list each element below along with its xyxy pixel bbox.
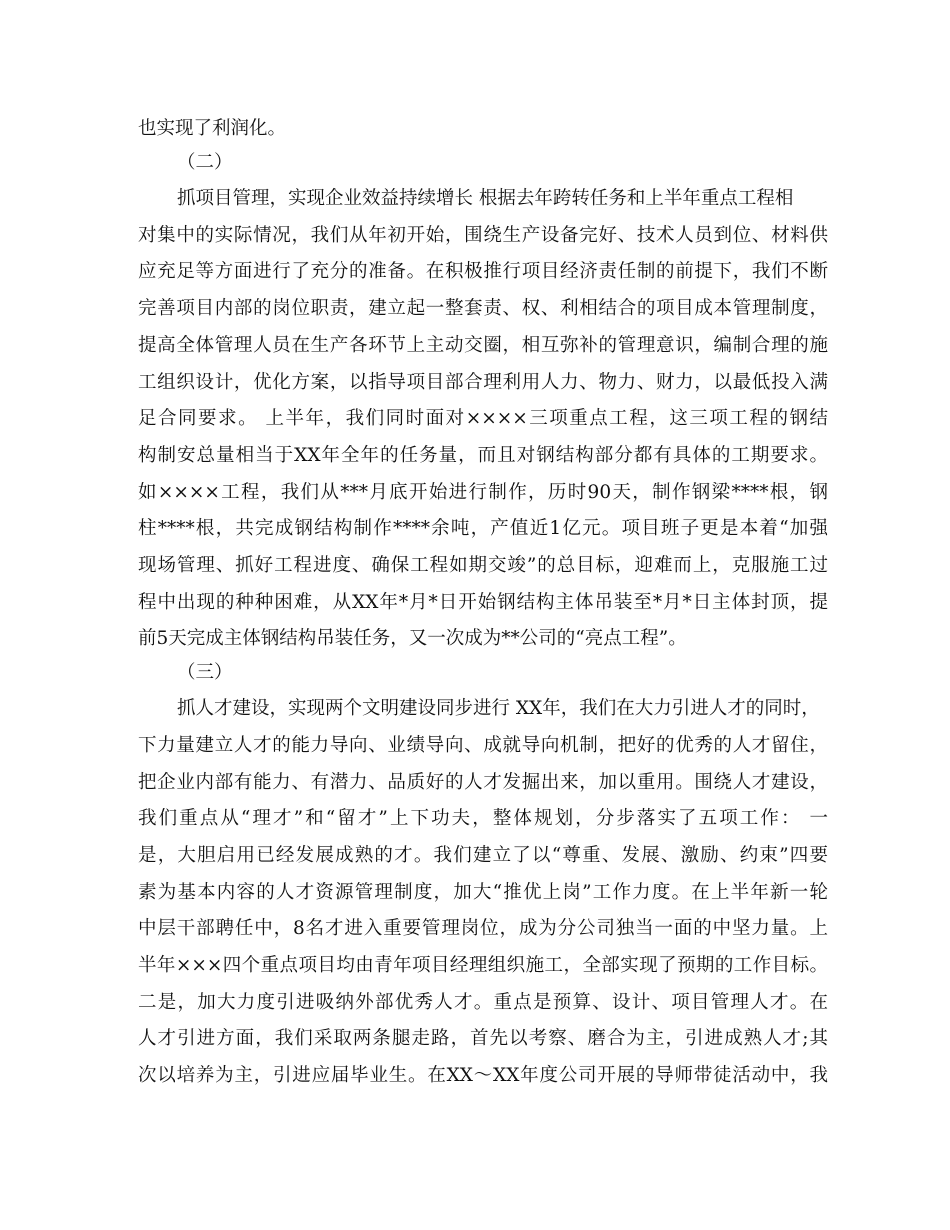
text-line: 程中出现的种种困难，从XX年*月*日开始钢结构主体吊装至*月*日主体封顶，提 [138, 592, 828, 613]
text-line: 也实现了利润化。 [138, 118, 287, 139]
text-line: 工组织设计，优化方案，以指导项目部合理利用人力、物力、财力，以最低投入满 [138, 372, 828, 393]
text-line: 人才引进方面，我们采取两条腿走路，首先以考察、磨合为主，引进成熟人才;其 [138, 1028, 828, 1049]
text-line: 完善项目内部的岗位职责，建立起一整套责、权、利相结合的项目成本管理制度， [138, 298, 828, 319]
text-line: 柱****根，共完成钢结构制作****余吨，产值近1亿元。项目班子更是本着“加强 [138, 518, 828, 539]
text-line: 半年×××四个重点项目均由青年项目经理组织施工，全部实现了预期的工作目标。 [138, 955, 828, 976]
text-line: 对集中的实际情况，我们从年初开始，围绕生产设备完好、技术人员到位、材料供 [138, 225, 828, 246]
paragraph-first-line: 抓人才建设，实现两个文明建设同步进行 XX年，我们在大力引进人才的同时， [177, 698, 820, 719]
text-line: 足合同要求。 上半年，我们同时面对××××三项重点工程，这三项工程的钢结 [138, 408, 828, 429]
paragraph-first-line: 抓项目管理，实现企业效益持续增长 根据去年跨转任务和上半年重点工程相 [177, 188, 794, 209]
text-line: 中层干部聘任中，8名才进入重要管理岗位，成为分公司独当一面的中坚力量。上 [138, 918, 828, 939]
text-line: 次以培养为主，引进应届毕业生。在XX～XX年度公司开展的导师带徒活动中，我 [138, 1065, 828, 1086]
text-line: 提高全体管理人员在生产各环节上主动交圈，相互弥补的管理意识，编制合理的施 [138, 335, 828, 356]
text-line: 素为基本内容的人才资源管理制度，加大“推优上岗”工作力度。在上半年新一轮 [138, 882, 828, 903]
section-heading: （二） [177, 152, 233, 173]
text-line: 二是，加大力度引进吸纳外部优秀人才。重点是预算、设计、项目管理人才。在 [138, 992, 828, 1013]
text-line: 是，大胆启用已经发展成熟的才。我们建立了以“尊重、发展、激励、约束”四要 [138, 845, 828, 866]
text-line: 下力量建立人才的能力导向、业绩导向、成就导向机制，把好的优秀的人才留住， [138, 735, 828, 756]
section-heading: （三） [177, 662, 233, 683]
text-line: 现场管理、抓好工程进度、确保工程如期交竣”的总目标，迎难而上，克服施工过 [138, 555, 828, 576]
text-line: 把企业内部有能力、有潜力、品质好的人才发掘出来，加以重用。围绕人才建设， [138, 772, 828, 793]
text-line: 构制安总量相当于XX年全年的任务量，而且对钢结构部分都有具体的工期要求。 [138, 445, 828, 466]
text-line: 如××××工程，我们从***月底开始进行制作，历时90天，制作钢梁****根，钢 [138, 482, 829, 503]
text-line: 我们重点从“理才”和“留才”上下功夫，整体规划，分步落实了五项工作： 一 [138, 808, 828, 829]
text-line: 前5天完成主体钢结构吊装任务，又一次成为**公司的“亮点工程”。 [138, 628, 687, 649]
text-line: 应充足等方面进行了充分的准备。在积极推行项目经济责任制的前提下，我们不断 [138, 261, 828, 282]
